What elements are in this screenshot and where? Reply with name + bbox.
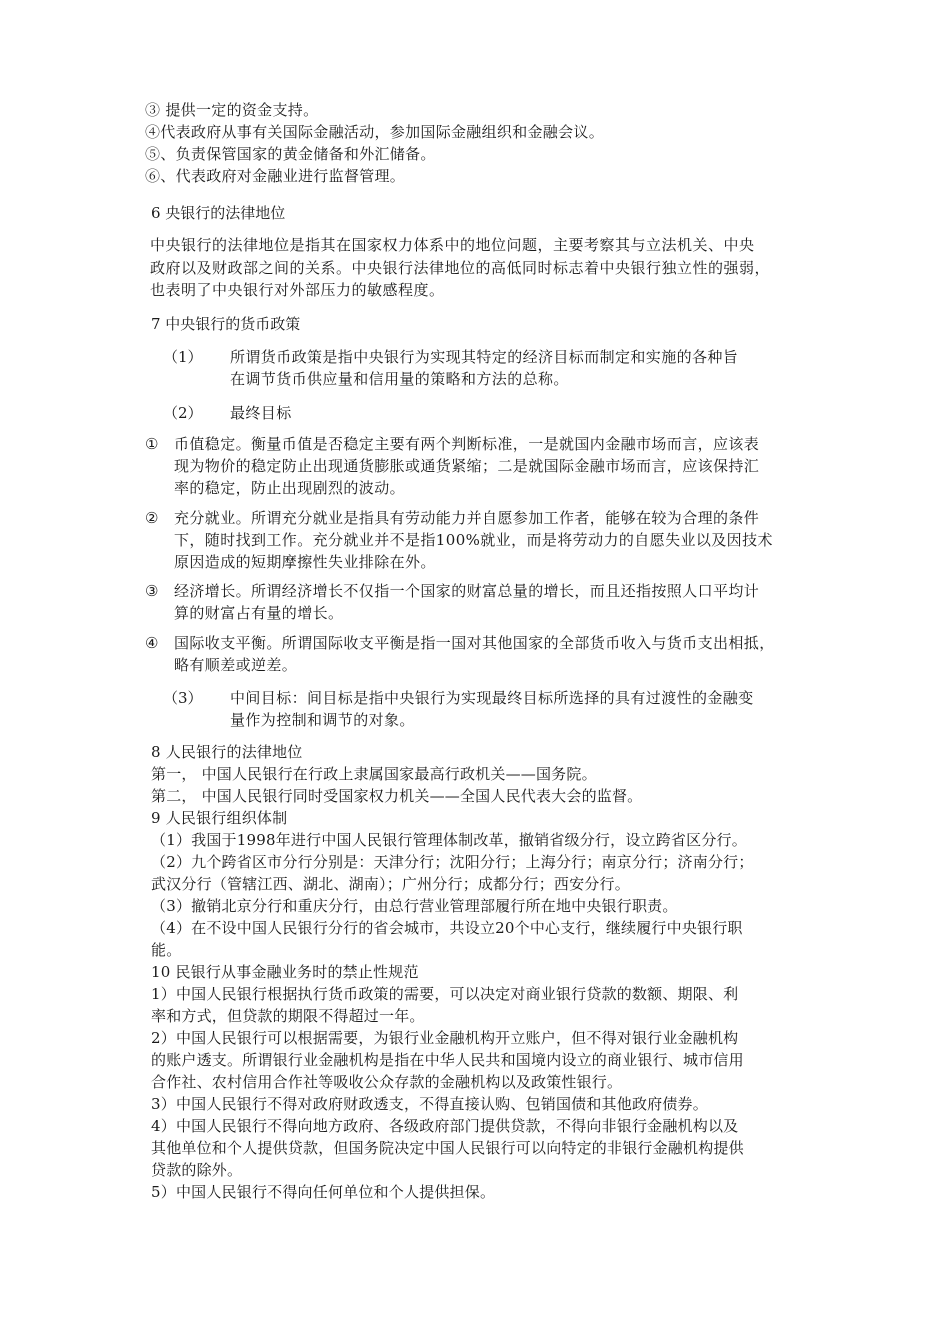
paragraph-line: 中央银行的法律地位是指其在国家权力体系中的地位问题，主要考察其与立法机关、中央 bbox=[150, 236, 755, 254]
paragraph-line: （1）我国于1998年进行中国人民银行管理体制改革，撤销省级分行，设立跨省区分行。 bbox=[151, 831, 747, 849]
paragraph-line: 率的稳定，防止出现剧烈的波动。 bbox=[174, 479, 406, 497]
paragraph-line: 充分就业。所谓充分就业是指具有劳动能力并自愿参加工作者，能够在较为合理的条件 bbox=[174, 509, 760, 527]
paragraph-line: 经济增长。所谓经济增长不仅指一个国家的财富总量的增长，而且还指按照人口平均计 bbox=[174, 582, 760, 600]
paragraph-line: 币值稳定。衡量币值是否稳定主要有两个判断标准，一是就国内金融市场而言，应该表 bbox=[174, 435, 760, 453]
goal-number: ① bbox=[145, 435, 159, 453]
paragraph-line: （2）九个跨省区市分行分别是：天津分行；沈阳分行；上海分行；南京分行；济南分行； bbox=[151, 853, 754, 871]
list-item: ④代表政府从事有关国际金融活动，参加国际金融组织和金融会议。 bbox=[145, 123, 605, 141]
paragraph-line: 合作社、农村信用合作社等吸收公众存款的金融机构以及政策性银行。 bbox=[151, 1073, 623, 1091]
paragraph-line: 国际收支平衡。所谓国际收支平衡是指一国对其他国家的全部货币收入与货币支出相抵， bbox=[174, 634, 775, 652]
sub-heading: 最终目标 bbox=[230, 404, 292, 422]
section-6-title: 6 央银行的法律地位 bbox=[151, 204, 286, 222]
sub-item-number: （2） bbox=[163, 404, 203, 422]
paragraph-line: 第二， 中国人民银行同时受国家权力机关——全国人民代表大会的监督。 bbox=[151, 787, 643, 805]
paragraph-line: 原因造成的短期摩擦性失业排除在外。 bbox=[174, 553, 436, 571]
goal-number: ③ bbox=[145, 582, 159, 600]
paragraph-line: 其他单位和个人提供贷款，但国务院决定中国人民银行可以向特定的非银行金融机构提供 bbox=[151, 1139, 744, 1157]
paragraph-line: 第一， 中国人民银行在行政上隶属国家最高行政机关——国务院。 bbox=[151, 765, 597, 783]
paragraph-line: 1）中国人民银行根据执行货币政策的需要，可以决定对商业银行贷款的数额、期限、利 bbox=[151, 985, 739, 1003]
paragraph-line: 中间目标：间目标是指中央银行为实现最终目标所选择的具有过渡性的金融变 bbox=[230, 689, 754, 707]
section-9-title: 9 人民银行组织体制 bbox=[151, 809, 288, 827]
section-10-title: 10 民银行从事金融业务时的禁止性规范 bbox=[151, 963, 419, 981]
paragraph-line: 量作为控制和调节的对象。 bbox=[230, 711, 415, 729]
sub-item-number: （1） bbox=[163, 348, 203, 366]
paragraph-line: 贷款的除外。 bbox=[151, 1161, 243, 1179]
goal-number: ④ bbox=[145, 634, 159, 652]
section-7-title: 7 中央银行的货币政策 bbox=[151, 315, 301, 333]
paragraph-line: 3）中国人民银行不得对政府财政透支，不得直接认购、包销国债和其他政府债券。 bbox=[151, 1095, 708, 1113]
list-item: ⑤、负责保管国家的黄金储备和外汇储备。 bbox=[145, 145, 436, 163]
paragraph-line: 略有顺差或逆差。 bbox=[174, 656, 298, 674]
paragraph-line: 算的财富占有量的增长。 bbox=[174, 604, 344, 622]
paragraph-line: 下，随时找到工作。充分就业并不是指100%就业，而是将劳动力的自愿失业以及因技术 bbox=[174, 531, 773, 549]
paragraph-line: 武汉分行（管辖江西、湖北、湖南）；广州分行；成都分行；西安分行。 bbox=[151, 875, 630, 893]
paragraph-line: 的账户透支。所谓银行业金融机构是指在中华人民共和国境内设立的商业银行、城市信用 bbox=[151, 1051, 744, 1069]
paragraph-line: 所谓货币政策是指中央银行为实现其特定的经济目标而制定和实施的各种旨 bbox=[230, 348, 739, 366]
list-item: ③ 提供一定的资金支持。 bbox=[145, 101, 319, 119]
paragraph-line: （4）在不设中国人民银行分行的省会城市，共设立20个中心支行，继续履行中央银行职 bbox=[151, 919, 743, 937]
paragraph-line: 5）中国人民银行不得向任何单位和个人提供担保。 bbox=[151, 1183, 496, 1201]
section-8-title: 8 人民银行的法律地位 bbox=[151, 743, 303, 761]
paragraph-line: 在调节货币供应量和信用量的策略和方法的总称。 bbox=[230, 370, 569, 388]
goal-number: ② bbox=[145, 509, 159, 527]
paragraph-line: 率和方式，但贷款的期限不得超过一年。 bbox=[151, 1007, 425, 1025]
paragraph-line: 政府以及财政部之间的关系。中央银行法律地位的高低同时标志着中央银行独立性的强弱， bbox=[150, 259, 771, 277]
paragraph-line: （3）撤销北京分行和重庆分行，由总行营业管理部履行所在地中央银行职责。 bbox=[151, 897, 678, 915]
paragraph-line: 现为物价的稳定防止出现通货膨胀或通货紧缩；二是就国际金融市场而言，应该保持汇 bbox=[174, 457, 760, 475]
list-item: ⑥、代表政府对金融业进行监督管理。 bbox=[145, 167, 406, 185]
paragraph-line: 2）中国人民银行可以根据需要，为银行业金融机构开立账户，但不得对银行业金融机构 bbox=[151, 1029, 739, 1047]
sub-item-number: （3） bbox=[163, 689, 203, 707]
paragraph-line: 4）中国人民银行不得向地方政府、各级政府部门提供贷款，不得向非银行金融机构以及 bbox=[151, 1117, 739, 1135]
paragraph-line: 也表明了中央银行对外部压力的敏感程度。 bbox=[150, 281, 445, 299]
paragraph-line: 能。 bbox=[151, 941, 182, 959]
